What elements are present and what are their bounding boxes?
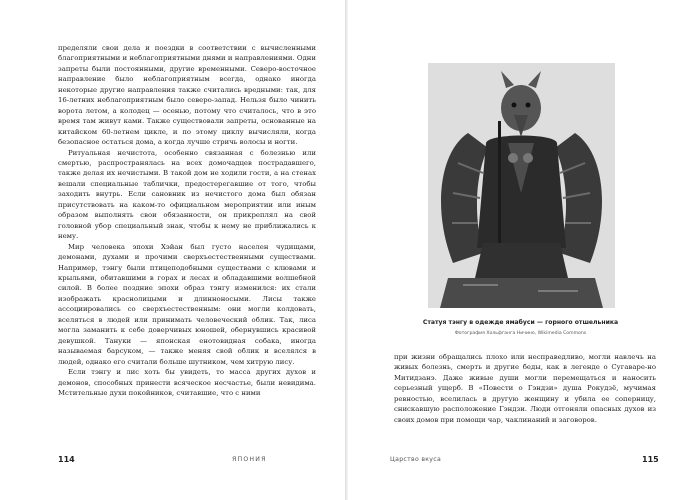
photo-caption: [388, 319, 653, 338]
tengu-statue-photo: [428, 63, 615, 308]
right-paragraph-1: при жизни обращались плохо или несправедливо, могли навлечь на живых болезнь, смерть и другие беды, как в легенде о Сугаваре-но Митидзанэ. Даже живые души могли перемещаться и наносить серьезный ущерб. В «Повести о Гэндзи» душа Рокудзё, мучимая ревностью, вселилась в другую женщину и убила ее соперницу, снискавшую расположение Гэндзи. Люди отгоняли опасных духов из своих домов при помощи чар, чаклинаний и заговоров.: [394, 353, 656, 424]
right-page: [348, 0, 695, 500]
tengu-statue-image: [428, 63, 615, 308]
left-running-head: ЯПОНИЯ: [232, 456, 267, 463]
left-paragraph-1: пределяли свои дела и поездки в соответствии с вычисленными благоприятными и неблагоприятными днями и направлениями. Одни запреты были постоянными, другие временными. Северо-восточное направление было неблагоприятным всегда, однако иногда некоторые другие направления также считались вредными: так, для 16-летних неблагоприятным было северо-запад. Нельзя было чинить ворота летом, а колодец — осенью, потому что считалось, что в это время там живут ками. Также существовали запреты, основанные на китайском 60-летнем цикле, и по этому циклу вычисляли, когда безопасное остаться дома, а когда лучше стричь волосы и ногти.: [58, 44, 316, 147]
left-paragraph-4: Если тэнгу и лис хоть бы увидеть, то масса других духов и демонов, способных принести всяческое несчастье, были невидима. Мстительные духи покойников, считавшие, что с ними: [58, 368, 316, 397]
right-running-head: Царство вкуса: [390, 456, 442, 463]
right-page-number: 115: [642, 455, 659, 464]
right-text-column: [394, 352, 656, 425]
left-paragraph-2: Ритуальная нечистота, особенно связанная с болезнью или смертью, распространялась на всех домочадцев пострадавшего, также делая их нечистыми. В такой дом не ходили гости, а на стенах вешали специальные таблички, предостерегавшие от того, чтобы заходить внутрь. Если сановник из нечистого дома был обязан присутствовать на каком-то официальном мероприятии или иным образом выполнять свои обязанности, он прикреплял на свой головной убор специальный знак, чтобы к нему не приближались к нему.: [58, 148, 316, 241]
left-page-number: 114: [58, 455, 75, 464]
caption-title: Статуя тэнгу в одежде ямабуси — горного отшельника: [422, 319, 619, 326]
left-page: [0, 0, 345, 500]
left-text-column: [58, 43, 316, 398]
left-paragraph-3: Мир человека эпохи Хэйан был густо населен чудищами, демонами, духами и прочими сверхъестественными существами. Например, тэнгу были птицеподобными существами с клювами и крыльями, обитавшими в горах и лесах и обладавшими волшебной силой. В более поздние эпохи образ тэнгу изменился: их стали изображать краснолицыми и длинноносыми. Лисы также ассоциировались со сверхъестественным: они могли колдовать, вселяться в людей или принимать человеческий облик. Так, лиса могла заманить к себе доверчивых юношей, обернувшись красивой девушкой. Тануки — японская енотовидная собака, иногда называемая барсуком, — также меняя свой облик и вселялся в людей, однако его считали больше шутником, чем хитрую лису.: [58, 242, 316, 366]
caption-credit: Фотография Хольфганга Ничино, Wikimedia Commons: [454, 331, 587, 336]
